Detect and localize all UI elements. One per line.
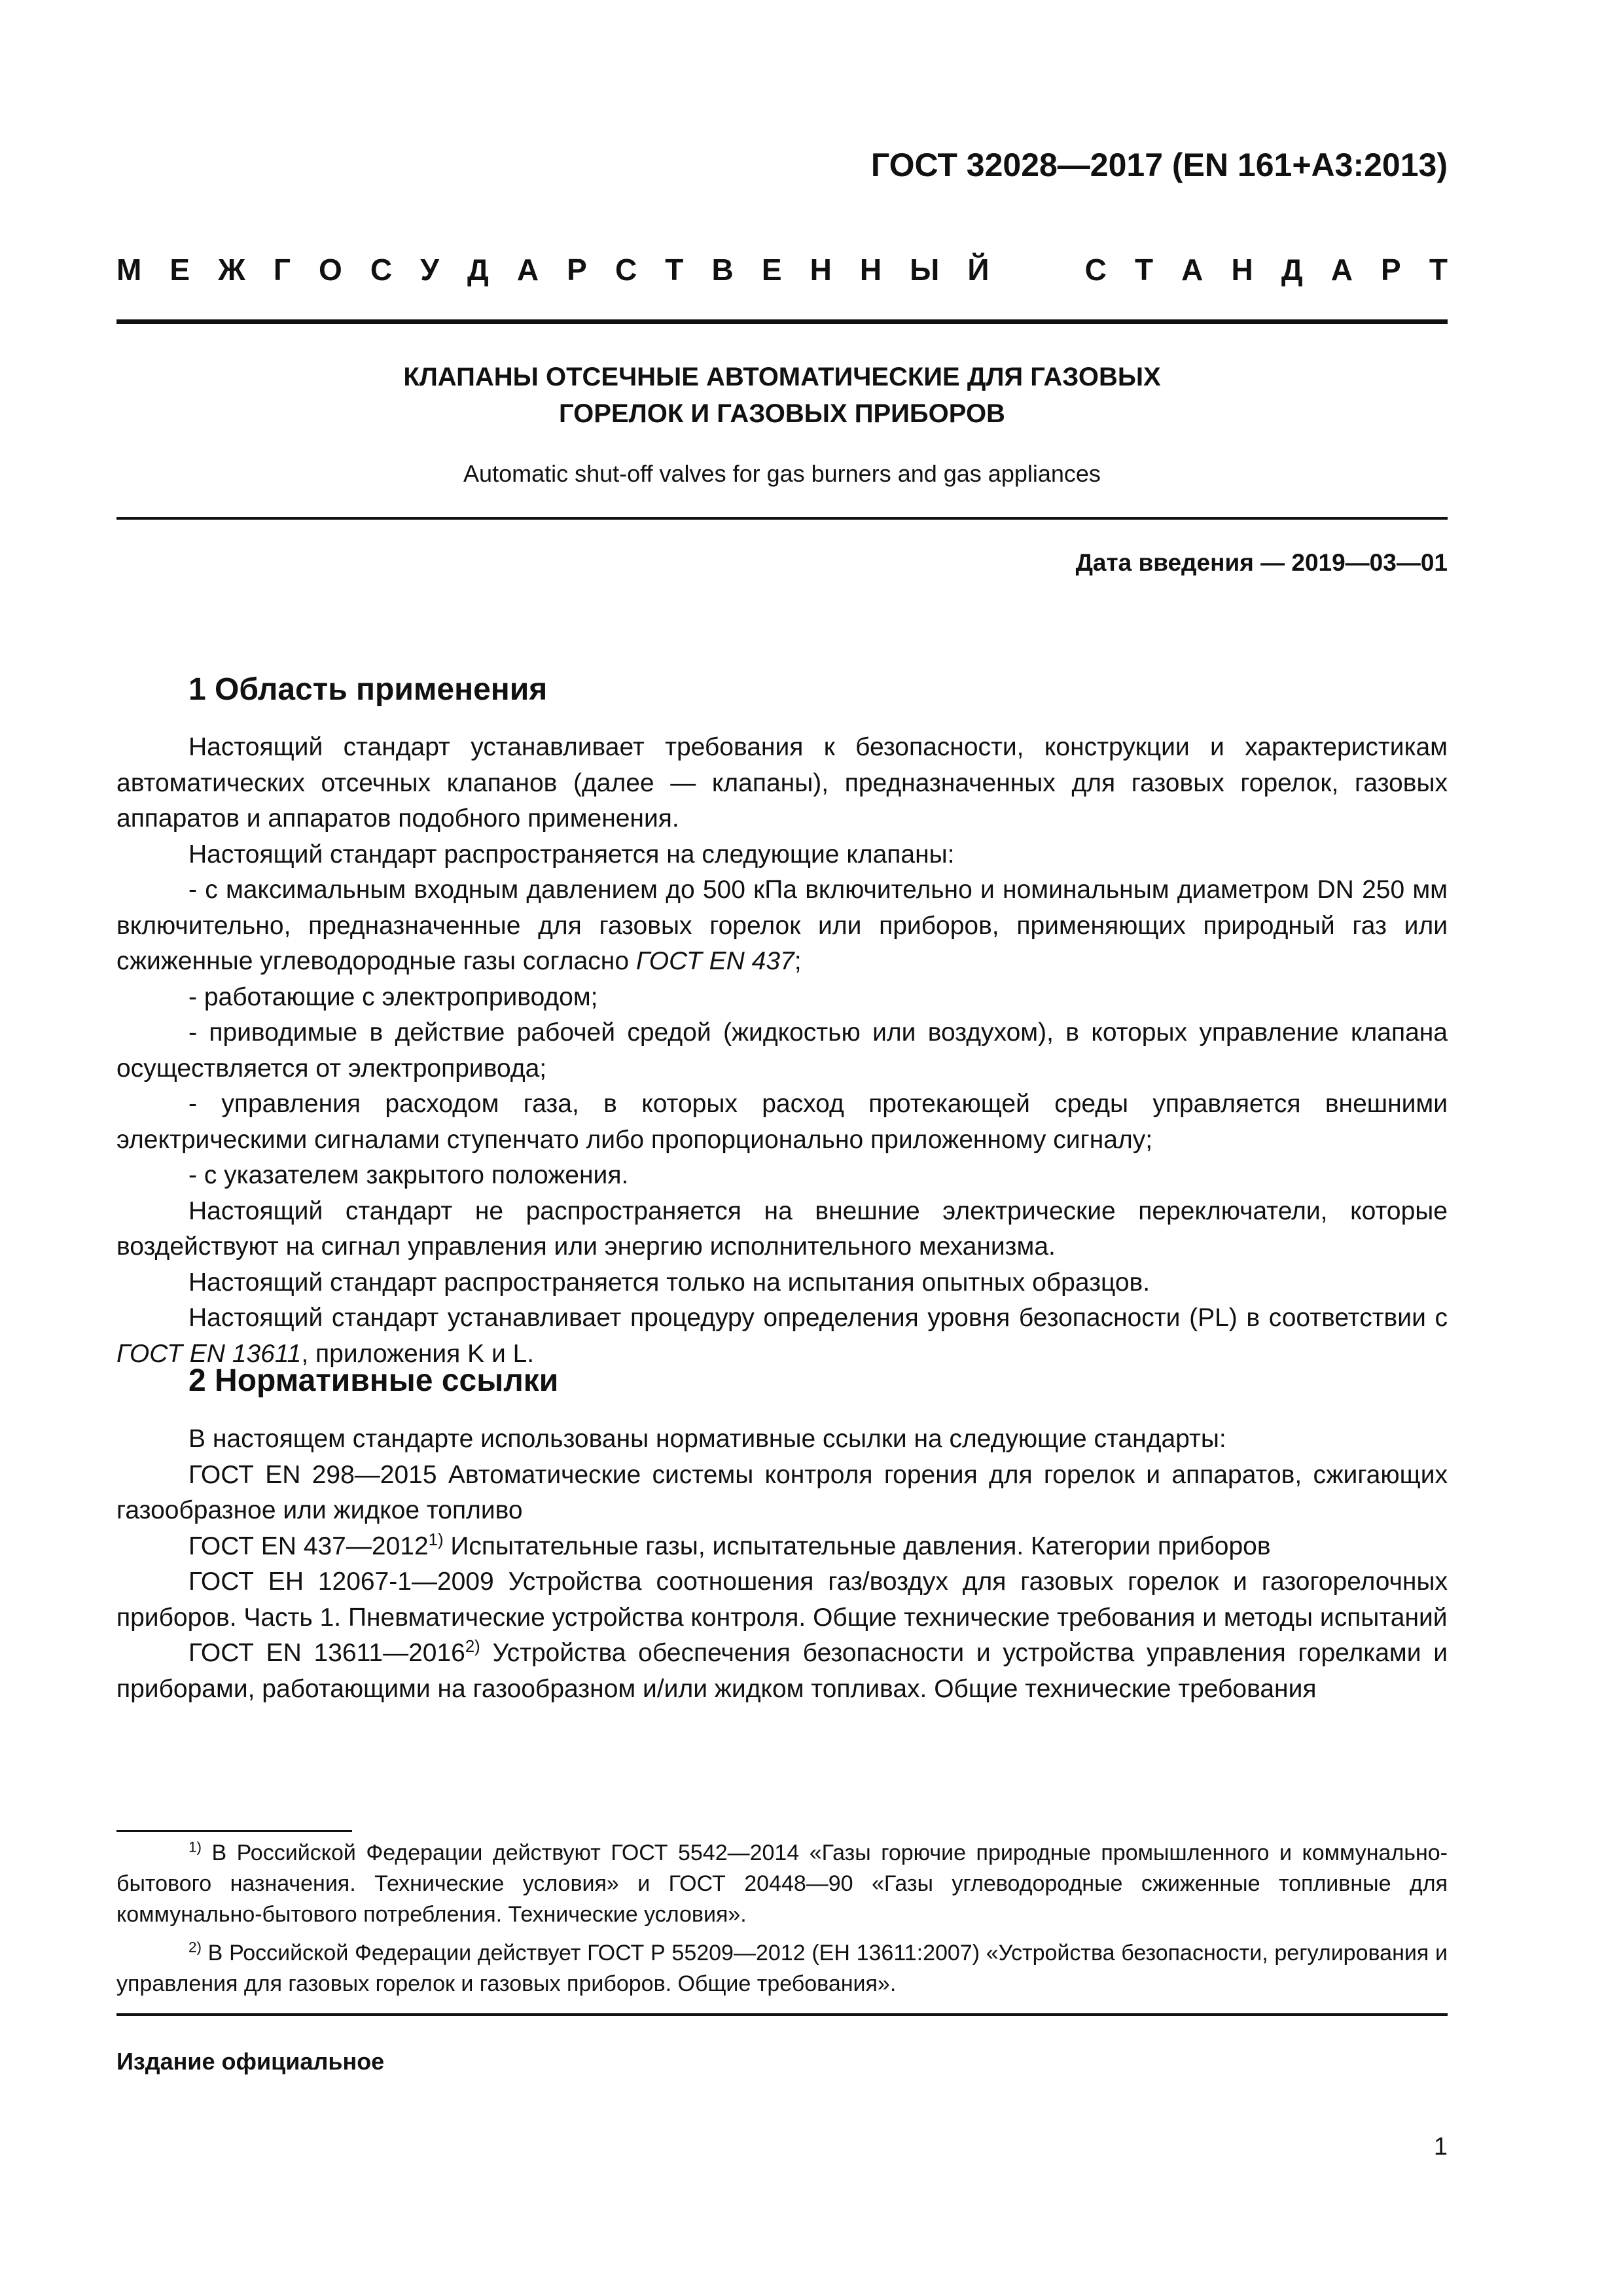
paragraph: Настоящий стандарт устанавливает требования к безопасности, конструкции и характеристикам автоматических отсечных клапанов (далее — клапаны), предназначенных для газовых горелок, газовых аппаратов и аппаратов подобного применения. <box>116 733 1448 833</box>
standard-type-heading <box>116 251 1448 288</box>
document-title-ru <box>116 359 1448 432</box>
header-divider <box>116 319 1448 324</box>
section-2-heading: 2 Нормативные ссылки <box>188 1363 559 1398</box>
standard-type-letter: У <box>420 253 439 287</box>
paragraph: ГОСТ EN 298—2015 Автоматические системы контроля горения для горелок и аппаратов, сжигающих газообразное или жидкое топливо <box>116 1460 1448 1524</box>
paragraph-text: ; <box>794 947 802 975</box>
standard-type-letter: Д <box>1281 253 1303 287</box>
paragraph-text: , приложения K и L. <box>301 1339 535 1368</box>
standard-type-letter: Р <box>1381 253 1401 287</box>
standard-reference: ГОСТ EN 437 <box>635 947 794 975</box>
paragraph <box>116 1636 1448 1707</box>
document-number: ГОСТ 32028—2017 (EN 161+A3:2013) <box>870 147 1448 183</box>
section-1-heading: 1 Область применения <box>188 672 548 707</box>
edition-label: Издание официальное <box>116 2048 385 2075</box>
introduction-date: Дата введения — 2019—03—01 <box>1075 549 1448 576</box>
standard-type-letter: Н <box>859 253 882 287</box>
title-line: КЛАПАНЫ ОТСЕЧНЫЕ АВТОМАТИЧЕСКИЕ ДЛЯ ГАЗОВЫХ <box>403 363 1161 391</box>
paragraph <box>116 1529 1448 1565</box>
standard-type-letter: О <box>319 253 342 287</box>
footnote-text: В Российской Федерации действует ГОСТ Р 55209—2012 (ЕН 13611:2007) «Устройства безопасности, регулирования и управления для газовых горелок и газовых приборов. Общие требования». <box>116 1941 1448 1996</box>
standard-type-letter: С <box>1084 253 1107 287</box>
footnote <box>116 1938 1448 2000</box>
standard-type-letter: Р <box>567 253 587 287</box>
standard-type-letter: Т <box>1134 253 1154 287</box>
document-page <box>116 0 1448 2296</box>
paragraph: Настоящий стандарт не распространяется на внешние электрические переключатели, которые воздействуют на сигнал управления или энергию исполнительного механизма. <box>116 1196 1448 1261</box>
footnote-marker: 2) <box>188 1939 202 1956</box>
page-number: 1 <box>1433 2133 1448 2161</box>
standard-type-letter: М <box>116 253 142 287</box>
paragraph-text: Устройства обеспечения безопасности и устройства управления горелками и приборами, работающими на газообразном и/или жидком топливах. Общие технические требования <box>116 1639 1448 1703</box>
standard-type-letter: Н <box>810 253 832 287</box>
section-2-body <box>116 1422 1448 1707</box>
paragraph-text: Испытательные газы, испытательные давления. Категории приборов <box>443 1532 1271 1560</box>
footnote-marker: 1) <box>428 1530 444 1549</box>
paragraph: - работающие с электроприводом; <box>188 982 598 1011</box>
reference-code: ГОСТ EN 437—2012 <box>188 1532 429 1560</box>
standard-type-letter: А <box>1181 253 1204 287</box>
standard-type-letter: Й <box>967 253 990 287</box>
footnote-marker: 1) <box>188 1839 202 1856</box>
standard-type-letter: В <box>711 253 734 287</box>
footer-divider <box>116 2013 1448 2016</box>
standard-type-letter: Е <box>169 253 190 287</box>
paragraph: - с указателем закрытого положения. <box>188 1161 629 1189</box>
section-1-body <box>116 730 1448 1372</box>
footnote <box>116 1838 1448 1930</box>
paragraph: - приводимые в действие рабочей средой (жидкостью или воздухом), в которых управление клапана осуществляется от электропривода; <box>116 1018 1448 1083</box>
paragraph: Настоящий стандарт распространяется на следующие клапаны: <box>188 840 955 869</box>
paragraph: В настоящем стандарте использованы нормативные ссылки на следующие стандарты: <box>188 1425 1226 1453</box>
standard-type-letter: Д <box>467 253 489 287</box>
footnote-divider <box>116 1830 352 1832</box>
paragraph <box>116 872 1448 980</box>
standard-type-letter: Т <box>1429 253 1448 287</box>
paragraph: Настоящий стандарт распространяется только на испытания опытных образцов. <box>188 1268 1150 1297</box>
footnotes <box>116 1838 1448 2000</box>
standard-type-letter: С <box>370 253 393 287</box>
standard-type-letter: Ж <box>218 253 245 287</box>
standard-type-letter: Т <box>665 253 684 287</box>
paragraph-text: - с максимальным входным давлением до 500 кПа включительно и номинальным диаметром DN 250 мм включительно, предназначенные для газовых горелок или приборов, применяющих природный газ или сжиженные углеводородные газы согласно <box>116 876 1448 975</box>
word-gap <box>1018 251 1057 288</box>
standard-type-letter: С <box>615 253 637 287</box>
standard-type-letter: Г <box>273 253 291 287</box>
standard-type-letter: Е <box>761 253 782 287</box>
reference-code: ГОСТ EN 13611—2016 <box>188 1639 465 1667</box>
paragraph: ГОСТ ЕН 12067-1—2009 Устройства соотношения газ/воздух для газовых горелок и газогорелочных приборов. Часть 1. Пневматические устройства контроля. Общие технические требования и методы испытаний <box>116 1568 1448 1632</box>
title-divider <box>116 517 1448 520</box>
footnote-text: В Российской Федерации действуют ГОСТ 5542—2014 «Газы горючие природные промышленного и коммунально-бытового назначения. Технические условия» и ГОСТ 20448—90 «Газы углеводородные сжиженные топливные для коммунально-бытового потребления. Технические условия». <box>116 1840 1448 1927</box>
document-title-en: Automatic shut-off valves for gas burners and gas appliances <box>463 460 1101 487</box>
standard-reference: ГОСТ EN 13611 <box>116 1339 302 1368</box>
paragraph-text: Настоящий стандарт устанавливает процедуру определения уровня безопасности (PL) в соответствии с <box>188 1304 1448 1332</box>
standard-type-letter: А <box>1330 253 1353 287</box>
standard-type-letter: Н <box>1231 253 1253 287</box>
title-line: ГОРЕЛОК И ГАЗОВЫХ ПРИБОРОВ <box>559 399 1005 428</box>
paragraph: - управления расходом газа, в которых расход протекающей среды управляется внешними электрическими сигналами ступенчато либо пропорционально приложенному сигналу; <box>116 1090 1448 1154</box>
standard-type-letter: А <box>516 253 539 287</box>
standard-type-letter: Ы <box>910 253 940 287</box>
footnote-marker: 2) <box>465 1637 480 1656</box>
